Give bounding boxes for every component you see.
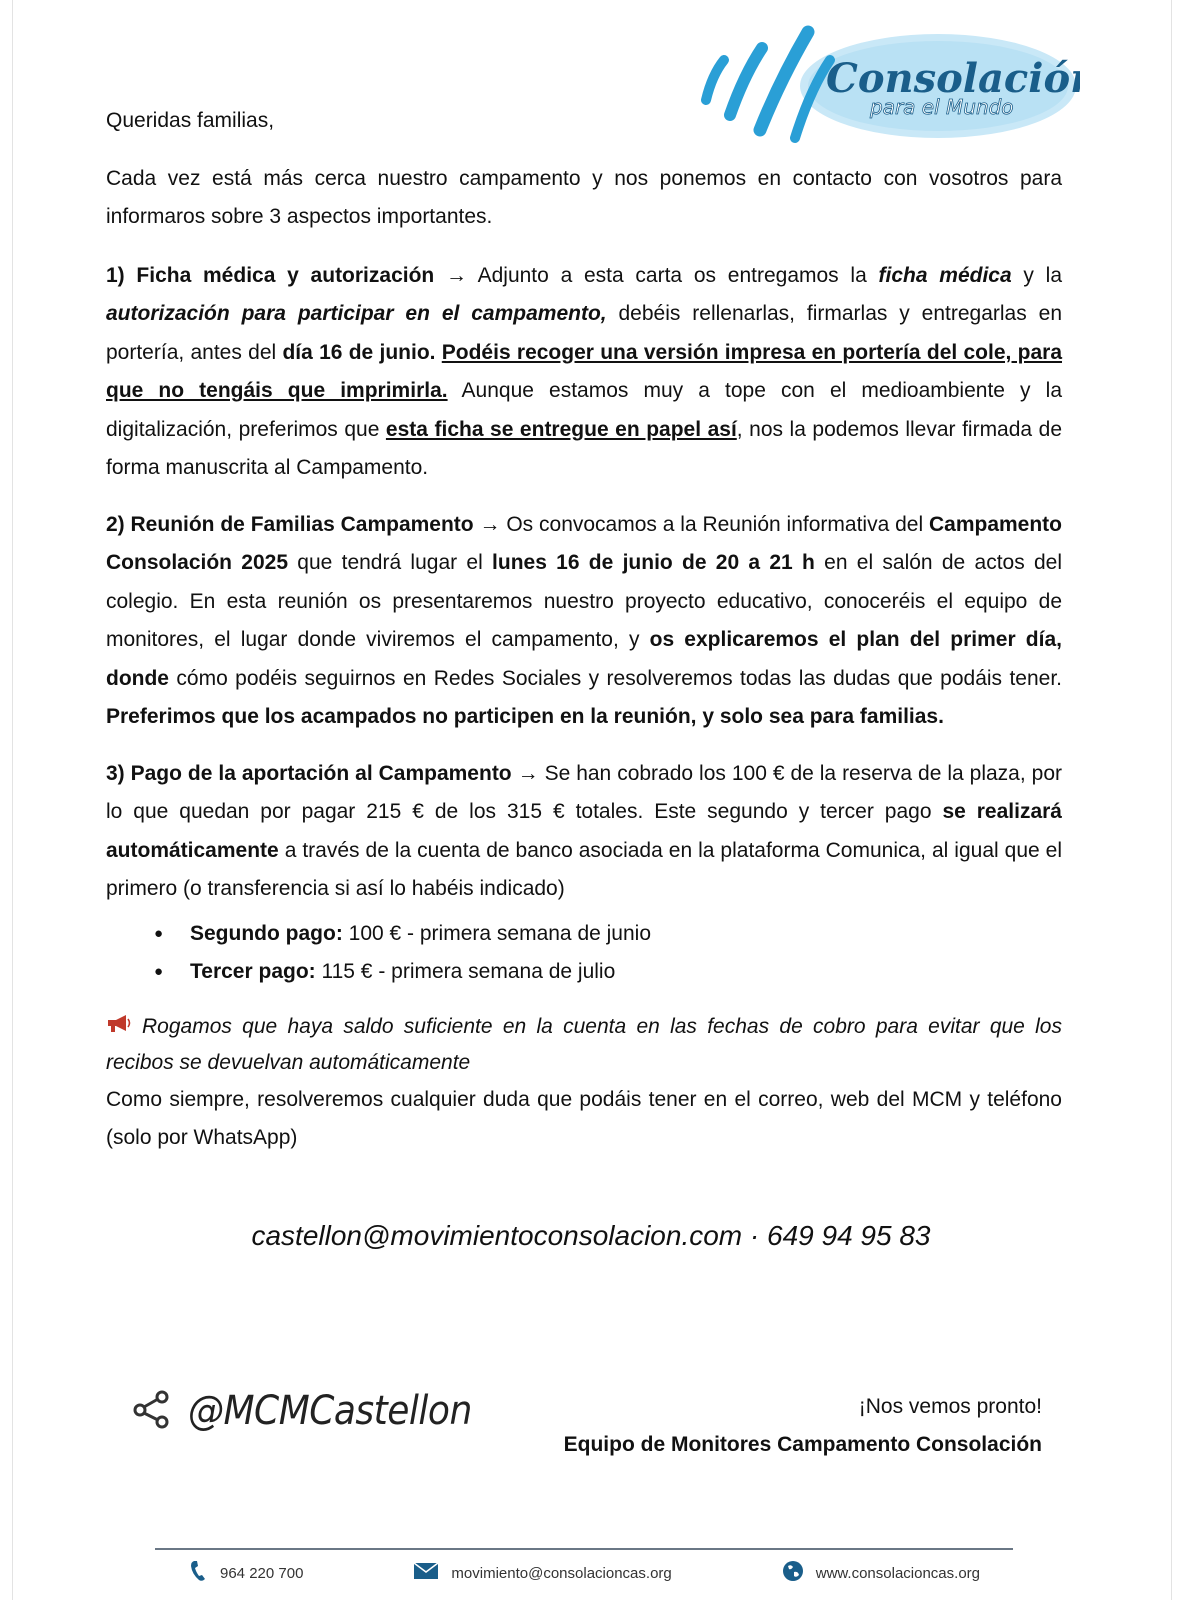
payment-detail: 115 € - primera semana de julio xyxy=(315,959,616,983)
text: Os convocamos a la Reunión informativa del xyxy=(506,512,929,536)
emphasis: se realizará automáticamente xyxy=(106,800,1062,862)
text: y la xyxy=(1011,263,1063,287)
footer-email-text: movimiento@consolacioncas.org xyxy=(451,1564,672,1582)
arrow: → xyxy=(434,263,478,287)
globe-icon xyxy=(782,1560,816,1586)
payment-list xyxy=(106,915,1062,991)
social-handle: @MCMCastellon xyxy=(188,1388,472,1434)
emphasis: autorización para participar en el campamento, xyxy=(106,302,607,325)
logo-brand-text: Consolación xyxy=(826,55,1080,102)
emphasis: ficha médica xyxy=(878,263,1012,287)
intro-paragraph: Cada vez está más cerca nuestro campamento y nos ponemos en contacto con vosotros para informaros sobre 3 aspectos importantes. xyxy=(106,166,1062,228)
list-item xyxy=(106,953,1062,991)
underlined-note: esta ficha se entregue en papel así xyxy=(385,417,737,441)
section-medical-form xyxy=(106,257,1062,488)
deadline: día 16 de junio. xyxy=(282,340,436,364)
text: Aunque estamos muy a tope con el medioambiente y la digitalización, preferimos que xyxy=(106,379,1062,441)
section-payment xyxy=(106,755,1062,909)
footer-divider xyxy=(155,1548,1013,1550)
section3-title: 3) Pago de la aportación al Campamento xyxy=(106,761,512,785)
signoff-greeting: ¡Nos vemos pronto! xyxy=(858,1395,1042,1418)
emphasis: Preferimos que los acampados no participen en la reunión, y solo sea para familias. xyxy=(106,705,944,728)
section-family-meeting xyxy=(106,506,1062,737)
text: , nos la podemos llevar firmada de forma manuscrita al Campamento. xyxy=(106,417,1062,479)
emphasis: Campamento Consolación 2025 xyxy=(106,512,1062,574)
letter-body xyxy=(106,102,1062,1158)
social-block xyxy=(132,1388,472,1434)
arrow: → xyxy=(511,761,545,785)
signoff xyxy=(564,1388,1042,1464)
meeting-date: lunes 16 de junio de 20 a 21 h xyxy=(492,551,815,574)
note-text: Rogamos que haya saldo suficiente en la cuenta en las fechas de cobro para evitar que los recibos se devuelvan automáticamente xyxy=(106,1014,1062,1074)
section1-title: 1) Ficha médica y autorización xyxy=(106,263,435,287)
text: en el salón de actos del colegio. En esta reunión os presentaremos nuestro proyecto educativo, conoceréis el equipo de monitores, el lugar donde viviremos el campamento, y xyxy=(106,551,1063,651)
text: debéis rellenarlas, firmarlas y entregarlas en portería, antes del xyxy=(106,302,1062,364)
payment-detail: 100 € - primera semana de junio xyxy=(342,921,651,945)
text: que tendrá lugar el xyxy=(288,551,493,574)
text: Se han cobrado los 100 € de la reserva de la plaza, por lo que quedan por pagar 215 € de los 315 € totales. Este segundo y tercer pago xyxy=(106,761,1062,823)
text: Adjunto a esta carta os entregamos la xyxy=(477,263,879,287)
list-item xyxy=(106,915,1062,953)
signoff-team: Equipo de Monitores Campamento Consolación xyxy=(563,1433,1042,1456)
closing-paragraph: Como siempre, resolveremos cualquier duda que podáis tener en el correo, web del MCM y teléfono (solo por WhatsApp) xyxy=(106,1087,1062,1149)
footer-web xyxy=(782,1560,980,1586)
footer-email xyxy=(413,1562,671,1584)
text: cómo podéis seguirnos en Redes Sociales y resolveremos todas las dudas que podáis tener. xyxy=(169,666,1062,690)
section2-title: 2) Reunión de Familias Campamento xyxy=(106,512,474,536)
envelope-icon xyxy=(413,1562,451,1584)
footer-phone xyxy=(190,1560,303,1586)
payment-label: Segundo pago: xyxy=(190,921,343,945)
arrow: → xyxy=(473,512,507,536)
footer-web-text: www.consolacioncas.org xyxy=(815,1564,980,1582)
contact-line: castellon@movimientoconsolacion.com · 649 94 95 83 xyxy=(251,1220,931,1251)
footer xyxy=(190,1560,1050,1586)
logo-tagline-text: para el Mundo xyxy=(870,95,1014,119)
underlined-note: Podéis recoger una versión impresa en portería del cole, para que no tengáis que imprimirla. xyxy=(106,340,1062,402)
greeting: Queridas familias, xyxy=(106,109,275,132)
payment-label: Tercer pago: xyxy=(190,959,316,983)
share-icon xyxy=(132,1389,172,1434)
emphasis: os explicaremos el plan del primer día, donde xyxy=(106,628,1062,690)
megaphone-icon xyxy=(106,1015,132,1038)
phone-icon xyxy=(190,1560,220,1586)
balance-note xyxy=(106,1009,1062,1081)
footer-phone-text: 964 220 700 xyxy=(220,1564,304,1582)
text: a través de la cuenta de banco asociada en la plataforma Comunica, al igual que el primero (o transferencia si así lo habéis indicado) xyxy=(106,838,1062,900)
